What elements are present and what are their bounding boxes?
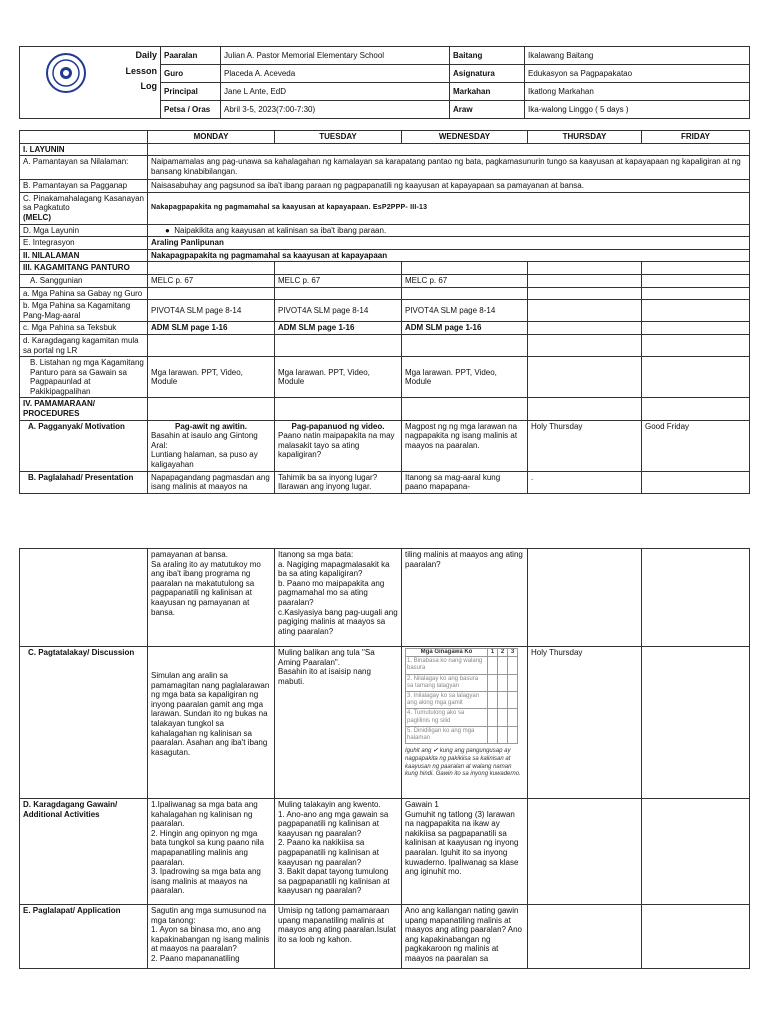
paaralan-label: Paaralan <box>161 47 221 65</box>
markahan-label: Markahan <box>450 83 525 101</box>
d-layunin-label: D. Mga Layunin <box>20 224 148 237</box>
pagganyak-tue: Pag-papanuod ng video. Paano natin maipapakita na may malasakit tayo sa ating kapaligiran? <box>275 420 402 471</box>
nilalaman-label: II. NILALAMAN <box>20 249 148 262</box>
paglalahad-thu: . <box>528 471 642 493</box>
melc-page-wed: MELC p. 67 <box>402 274 528 287</box>
melc-value: Nakapagpapakita ng pagmamahal sa kaayusan at kapayapaan. EsP2PPP- III-13 <box>148 192 750 224</box>
pivot-wed: PIVOT4A SLM page 8-14 <box>402 300 528 322</box>
araw-value: Ika-walong Linggo ( 5 days ) <box>525 101 750 119</box>
pagganyak-wed: Magpost ng ng mga larawan na nagpapakita ng isang malinis at maayos na paaralan. <box>402 420 528 471</box>
paglalapat-wed: Ano ang kallangan nating gawin upang mapanatiling malinis at maayos ang ating paaralan? Ano ang kapakinabangan ng pagkakaroon ng malinis at maayos na paaralan sa <box>402 905 528 969</box>
baitang-value: Ikalawang Baitang <box>525 47 750 65</box>
karagdagan-label: d. Karagdagang kagamitan mula sa portal ng LR <box>20 334 148 356</box>
cont-tue: Itanong sa mga bata: a. Nagiging mapagmalasakit ka ba sa ating kapaligiran? b. Paano mo maipapakita ang pagmamahal mo sa ating paaralan? c.Kasiyasiya bang pag-uugali ang pagiging malinis at maayos sa ating paaralan? <box>275 549 402 647</box>
pagtatalakay-mon: Simulan ang aralin sa pamamagitan nang paglalarawan ng mga bata sa kapaligiran ng inyong paaralan gamit ang mga larawan. Sundan ito ng bukas na talakayan tungkol sa kahalagahan ng kalinisan sa paaralan. Asahan ang iba't ibang kasagutan. <box>148 647 275 799</box>
pagtatalakay-wed <box>402 647 528 799</box>
melc-page-mon: MELC p. 67 <box>148 274 275 287</box>
title-log: Log <box>140 81 157 91</box>
lesson-table <box>19 130 750 494</box>
day-header-wednesday: WEDNESDAY <box>402 131 528 144</box>
karagdagang-gawain-wed: Gawain 1 Gumuhit ng tatlong (3) larawan na nagpapakita na ikaw ay nakikiisa sa pagpapanatili sa kalinisan at kaayusan ng inyong paaralan. Iguhit ito sa inyong kuwaderno. Ipaliwanag sa klase ang iginuhit mo. <box>402 799 528 905</box>
teksbuk-label: c. Mga Pahina sa Teksbuk <box>20 322 148 335</box>
petsa-value: Abril 3-5, 2023(7:00-7:30) <box>221 101 450 119</box>
cont-mon: pamayanan at bansa. Sa araling ito ay matutukoy mo ang iba't ibang programa ng paaralan na makatutulong sa pagpapanatili ng kalinisan at kaayusan ng pamayanan at bansa. <box>148 549 275 647</box>
lesson-table-continued <box>19 548 750 969</box>
paglalahad-wed: Itanong sa mag-aaral kung paano mapapana- <box>402 471 528 493</box>
adm-mon: ADM SLM page 1-16 <box>148 322 275 335</box>
pagganyak-fri: Good Friday <box>642 420 750 471</box>
integrasyon-value: Araling Panlipunan <box>148 237 750 250</box>
pagganyak-mon: Pag-awit ng awitin. Basahin at isaulo ang Gintong Aral: Luntiang halaman, sa puso ay kaligayahan <box>148 420 275 471</box>
checklist-item: 1. Binabasa ko nang walang basura <box>406 657 488 674</box>
baitang-label: Baitang <box>450 47 525 65</box>
sanggunian-label: A. Sanggunian <box>20 274 148 287</box>
day-header-monday: MONDAY <box>148 131 275 144</box>
paglalahad-tue: Tahimik ba sa inyong lugar? Ilarawan ang inyong lugar. <box>275 471 402 493</box>
checklist-item: 3. Inilalagay ko sa lalagyan ang aking mga gamit <box>406 691 488 708</box>
pagganyak-label: A. Pagganyak/ Motivation <box>20 420 148 471</box>
araw-label: Araw <box>450 101 525 119</box>
karagdagang-gawain-tue: Muling talakayin ang kwento. 1. Ano-ano ang mga gawain sa pagpapanatili ng kalinisan at kaayusan ng paaralan? 2. Paano ka nakikiisa sa pagpapanatili ng kalinisan at kaayusan ng paaralan? 3. Bakit dapat tayong tumulong sa pagpapanatili ng kalinisan at kaayusan ng paaralan? <box>275 799 402 905</box>
listahan-label: B. Listahan ng mga Kagamitang Panturo para sa Gawain sa Pagpapaunlad at Pakikipagpalihan <box>20 357 148 398</box>
guro-value: Placeda A. Aceveda <box>221 65 450 83</box>
larawan-mon: Mga larawan. PPT, Video, Module <box>148 357 275 398</box>
day-header-tuesday: TUESDAY <box>275 131 402 144</box>
title-lesson: Lesson <box>125 65 157 76</box>
pagtatalakay-tue: Muling balikan ang tula "Sa Aming Paaralan". Basahin ito at isaisip nang mabuti. <box>275 647 402 799</box>
melc-label-cell: C. Pinakamahalagang Kasanayan sa Pagkatuto (MELC) <box>20 192 148 224</box>
adm-wed: ADM SLM page 1-16 <box>402 322 528 335</box>
checklist-item: 5. Dinidiligan ko ang mga halaman <box>406 726 488 743</box>
d-layunin-value: ● Naipakikita ang kaayusan at kalinisan sa iba't ibang paraan. <box>148 224 750 237</box>
adm-tue: ADM SLM page 1-16 <box>275 322 402 335</box>
kagamitang-pahina-label: b. Mga Pahina sa Kagamitang Pang-Mag-aaral <box>20 300 148 322</box>
pivot-mon: PIVOT4A SLM page 8-14 <box>148 300 275 322</box>
melc-page-tue: MELC p. 67 <box>275 274 402 287</box>
day-header-friday: FRIDAY <box>642 131 750 144</box>
pamantayan-pagganap-label: B. Pamantayan sa Pagganap <box>20 180 148 193</box>
logo-title-cell <box>20 47 161 119</box>
pagtatalakay-thu: Holy Thursday <box>528 647 642 799</box>
checklist-table: Mga Ginagawa Ko 1 2 3 1. Binabasa ko nang walang basura 2. Nilalagay ko ang basura sa tamang lalagyan 3. Inilalagay ko sa lalagyan ang aking mga gamit 4. Tumutulong ako sa paglilinis ng silid 5. Dinidiligan ko ang mga halaman <box>405 648 518 744</box>
checklist-item: 4. Tumutulong ako sa paglilinis ng silid <box>406 709 488 726</box>
paaralan-value: Julian A. Pastor Memorial Elementary School <box>221 47 450 65</box>
pagganyak-thu: Holy Thursday <box>528 420 642 471</box>
paglalapat-tue: Umisip ng tatlong pamamaraan upang mapanatiling malinis at maayos ang ating paaralan.Isulat ito sa loob ng kahon. <box>275 905 402 969</box>
school-seal-icon <box>46 53 86 93</box>
pagtatalakay-label: C. Pagtatalakay/ Discussion <box>20 647 148 799</box>
larawan-tue: Mga larawan. PPT, Video, Module <box>275 357 402 398</box>
karagdagang-gawain-label: D. Karagdagang Gawain/ Additional Activities <box>20 799 148 905</box>
asignatura-value: Edukasyon sa Pagpapakatao <box>525 65 750 83</box>
checklist-instructions: Iguhit ang ✔ kung ang pangungusap ay nagpapakita ng pakikiisa sa kalinisan at kaayusan ng paaralan at walang naman kung hindi. Gawin ito sa inyong kuwaderno. <box>405 748 521 778</box>
section-layunin: I. LAYUNIN <box>20 143 148 156</box>
paglalapat-mon: Sagutin ang mga sumusunod na mga tanong: 1. Ayon sa binasa mo, ano ang kapakinabangan ng isang malinis at maayos na paaralan? 2. Paano mapananatiling <box>148 905 275 969</box>
checklist-item: 2. Nilalagay ko ang basura sa tamang lalagyan <box>406 674 488 691</box>
larawan-wed: Mga larawan. PPT, Video, Module <box>402 357 528 398</box>
nilalaman-value: Nakapagpapakita ng pagmamahal sa kaayusan at kapayapaan <box>148 249 750 262</box>
header-table <box>19 46 750 119</box>
principal-value: Jane L Ante, EdD <box>221 83 450 101</box>
day-header-thursday: THURSDAY <box>528 131 642 144</box>
markahan-value: Ikatlong Markahan <box>525 83 750 101</box>
paglalahad-label: B. Paglalahad/ Presentation <box>20 471 148 493</box>
pamantayan-pagganap-value: Naisasabuhay ang pagsunod sa iba't ibang paraan ng pagpapanatili ng kaayusan at kapayapaan sa pamayanan at bansa. <box>148 180 750 193</box>
checklist-header: Mga Ginagawa Ko <box>406 649 488 657</box>
karagdagang-gawain-mon: 1.Ipaliwanag sa mga bata ang kahalagahan ng kalinisan ng paaralan. 2. Hingin ang opinyon ng mga bata tungkol sa kung paano nila mapapanatiling malinis ang paaralan. 3. Ipadrowing sa mga bata ang isang malinis at maayos na paaralan. <box>148 799 275 905</box>
guro-label: Guro <box>161 65 221 83</box>
gabay-label: a. Mga Pahina sa Gabay ng Guro <box>20 287 148 300</box>
pamantayan-nilalaman-label: A. Pamantayan sa Nilalaman: <box>20 156 148 180</box>
title-daily: Daily <box>135 50 157 60</box>
checklist-image <box>405 648 523 796</box>
paglalahad-mon: Napapagandang pagmasdan ang isang malinis at maayos na <box>148 471 275 493</box>
pamantayan-nilalaman-value: Naipamamalas ang pag-unawa sa kahalagahan ng kamalayan sa karapatang pantao ng bata, pagkamasunurin tungo sa kaayusan at kapayapaan ng kapaligiran at ng bansang kinabibilangan. <box>148 156 750 180</box>
integrasyon-label: E. Integrasyon <box>20 237 148 250</box>
pivot-tue: PIVOT4A SLM page 8-14 <box>275 300 402 322</box>
kagamitang-label: III. KAGAMITANG PANTURO <box>20 262 148 275</box>
petsa-label: Petsa / Oras <box>161 101 221 119</box>
cont-wed: tiling malinis at maayos ang ating paaralan? <box>402 549 528 647</box>
asignatura-label: Asignatura <box>450 65 525 83</box>
pamamaraan-label: IV. PAMAMARAAN/ PROCEDURES <box>20 398 148 420</box>
paglalapat-label: E. Paglalapat/ Application <box>20 905 148 969</box>
principal-label: Principal <box>161 83 221 101</box>
